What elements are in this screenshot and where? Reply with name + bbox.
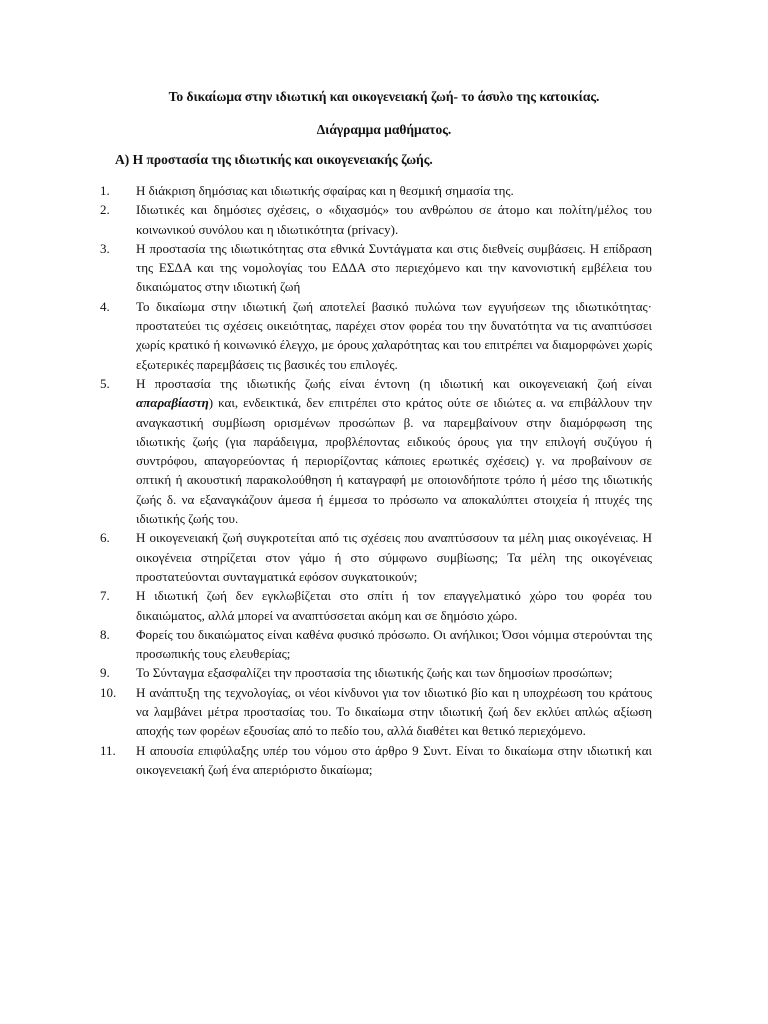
- item-number: 9.: [100, 665, 110, 681]
- list-item: [100, 625, 652, 664]
- item-number: 2.: [100, 202, 110, 218]
- document-title: Το δικαίωμα στην ιδιωτική και οικογενειακή ζωή- το άσυλο της κατοικίας.: [168, 89, 600, 104]
- list-item: [100, 683, 652, 741]
- list-item: [100, 374, 652, 528]
- item-number: 10.: [100, 684, 117, 700]
- item-number: 1.: [100, 183, 110, 198]
- section-heading: Α) Η προστασία της ιδιωτικής και οικογενειακής ζωής.: [115, 152, 433, 167]
- list-item: [100, 297, 652, 374]
- item-number: 7.: [100, 588, 110, 604]
- outline-list: [100, 181, 652, 779]
- item-text: Η ιδιωτική ζωή δεν εγκλωβίζεται στο σπίτι ή τον επαγγελματικό χώρο του φορέα του δικαιώματος, αλλά μπορεί να αναπτύσσεται ακόμη και σε δημόσιο χώρο.: [136, 588, 652, 623]
- item-text: Η οικογενειακή ζωή συγκροτείται από τις σχέσεις που αναπτύσσουν τα μέλη μιας οικογένειας. Η οικογένεια στηρίζεται στον γάμο ή στο σύμφωνο συμβίωσης; Τα μέλη της οικογένειας προστατεύονται συνταγματικά εφόσον συγκατοικούν;: [136, 530, 652, 584]
- list-item: [100, 181, 652, 200]
- item-number: 11.: [100, 742, 116, 758]
- list-item: [100, 528, 652, 586]
- item-text: Το Σύνταγμα εξασφαλίζει την προστασία της ιδιωτικής ζωής και των δημοσίων προσώπων;: [136, 665, 613, 681]
- list-item: [100, 200, 652, 239]
- item-text: Η απουσία επιφύλαξης υπέρ του νόμου στο άρθρο 9 Συντ. Είναι το δικαίωμα στην ιδιωτική και οικογενειακή ζωή ένα απεριόριστο δικαίωμα;: [136, 742, 652, 777]
- item-emphasis: απαραβίαστη: [136, 395, 209, 411]
- item-text: Η προστασία της ιδιωτικότητας στα εθνικά Συντάγματα και στις διεθνείς συμβάσεις. Η επίδραση της ΕΣΔΑ και της νομολογίας του ΕΔΔΑ στο περιεχόμενο και την κανονιστική εμβέλεια του δικαιώματος στην ιδιωτική ζωή: [136, 240, 652, 295]
- item-text-start: Η προστασία της ιδιωτικής ζωής είναι έντονη (η ιδιωτική και οικογενειακή ζωή είναι: [136, 375, 652, 391]
- list-item: [100, 663, 652, 682]
- item-number: 8.: [100, 626, 110, 642]
- item-number: 3.: [100, 240, 110, 256]
- document-subtitle: Διάγραμμα μαθήματος.: [316, 122, 452, 137]
- item-text: Η ανάπτυξη της τεχνολογίας, οι νέοι κίνδυνοι για τον ιδιωτικό βίο και η υποχρέωση του κράτους να λαμβάνει μέτρα προστασίας του. Το δικαίωμα στην ιδιωτική ζωή δεν εκλύει απλώς αξίωση αποχής των φορέων εξουσίας από το πεδίο του, αλλά διαθέτει και θετικό περιεχόμενο.: [136, 684, 652, 739]
- item-text: Το δικαίωμα στην ιδιωτική ζωή αποτελεί βασικό πυλώνα των εγγυήσεων της ιδιωτικότητας· προστατεύει τις σχέσεις οικειότητας, παρέχει στον φορέα του την δυνατότητα να τις αναπτύσσει χωρίς κρατικό ή κοινωνικό έλεγχο, με όρους χαλαρότητας και του επιτρέπει να διαμορφώνει χωρίς εξωτερικές παρεμβάσεις τις βασικές του επιλογές.: [136, 298, 652, 372]
- item-number: 5.: [100, 375, 110, 391]
- item-text-end: ) και, ενδεικτικά, δεν επιτρέπει στο κράτος ούτε σε ιδιώτες α. να επιβάλλουν την αναγκαστική συμβίωση ορισμένων προσώπων β. να παρεμβαίνουν στην διαμόρφωση της ιδιωτικής ζωής (για παράδειγμα, προβλέποντας ειδικούς όρους για την επιλογή συζύγου ή συντρόφου, απαγορεύοντας ή περιορίζοντας κάποιες ερωτικές σχέσεις) γ. να προβαίνουν σε οπτική ή ακουστική παρακολούθηση ή καταγραφή με οποιονδήποτε τρόπο ή μέσο της ιδιωτικής ζωής δ. να εξαναγκάζουν άμεσα ή έμμεσα το πρόσωπο να αποκαλύπτει στοιχεία ή πτυχές της ιδιωτικής ζωής του.: [136, 395, 652, 527]
- item-text: Ιδιωτικές και δημόσιες σχέσεις, ο «διχασμός» του ανθρώπου σε άτομο και πολίτη/μέλος του κοινωνικού συνόλου και η ιδιωτικότητα (privacy).: [136, 202, 652, 237]
- item-text: Φορείς του δικαιώματος είναι καθένα φυσικό πρόσωπο. Οι ανήλικοι; Όσοι νόμιμα στερούνται της προσωπικής τους ελευθερίας;: [136, 626, 652, 662]
- list-item: [100, 239, 652, 297]
- item-number: 6.: [100, 530, 110, 546]
- list-item: [100, 586, 652, 625]
- item-text: Η διάκριση δημόσιας και ιδιωτικής σφαίρας και η θεσμική σημασία της.: [136, 183, 514, 198]
- item-number: 4.: [100, 298, 110, 314]
- list-item: [100, 741, 652, 780]
